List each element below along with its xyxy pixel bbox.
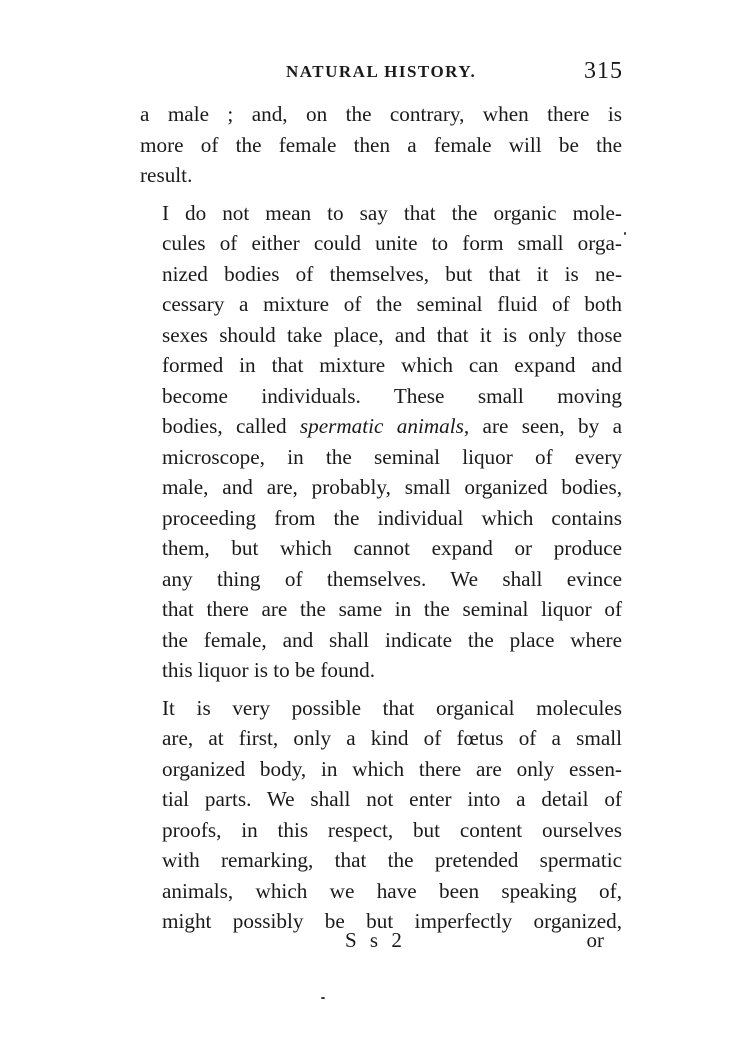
text-line: with remarking, that the pretended spermatic	[162, 848, 622, 872]
paragraph-1	[140, 99, 622, 191]
paragraph-2	[140, 198, 622, 686]
text-line: them, but which cannot expand or produce	[162, 536, 622, 560]
text-line-with-italic	[140, 411, 622, 442]
italic-term: spermatic animals	[299, 414, 464, 438]
page-number: 315	[584, 58, 623, 84]
text-segment: bodies, called	[162, 414, 300, 438]
signature-mark: S s 2	[345, 928, 406, 952]
text-line: microscope, in the seminal liquor of every	[162, 444, 622, 469]
text-line: might possibly be but imperfectly organized,	[162, 909, 622, 933]
paragraph-3	[140, 693, 622, 937]
text-line: It is very possible that organical molecules	[162, 695, 622, 720]
text-line: proofs, in this respect, but content ourselves	[162, 817, 622, 842]
text-line: I do not mean to say that the organic mole-	[162, 200, 622, 225]
print-speck	[321, 997, 325, 999]
running-title: NATURAL HISTORY.	[286, 62, 477, 81]
text-line: that there are the same in the seminal liquor of	[162, 597, 622, 621]
text-line: the female, and shall indicate the place where	[162, 627, 622, 652]
text-line: a male ; and, on the contrary, when there is	[140, 102, 622, 126]
running-head	[138, 58, 623, 88]
text-line: become individuals. These small moving	[162, 383, 622, 408]
text-line: cessary a mixture of the seminal fluid of both	[162, 292, 622, 316]
text-line: cules of either could unite to form small orga-	[162, 231, 622, 255]
text-line: sexes should take place, and that it is only those	[162, 322, 622, 347]
text-line: result.	[140, 163, 193, 187]
text-line: any thing of themselves. We shall evince	[162, 566, 622, 591]
text-line: proceeding from the individual which contains	[162, 505, 622, 530]
catchword: or	[586, 928, 604, 952]
text-line: formed in that mixture which can expand and	[162, 353, 622, 377]
text-line: nized bodies of themselves, but that it is ne-	[162, 261, 622, 286]
text-line: animals, which we have been speaking of,	[162, 878, 622, 903]
text-line: more of the female then a female will be the	[140, 132, 622, 157]
text-line: organized body, in which there are only essen-	[162, 756, 622, 781]
text-line: are, at first, only a kind of fœtus of a small	[162, 726, 622, 750]
print-speck	[624, 232, 626, 235]
page-footer	[140, 928, 622, 958]
text-line: this liquor is to be found.	[162, 658, 376, 682]
text-segment: , are seen, by a	[463, 414, 622, 438]
text-line: tial parts. We shall not enter into a detail of	[162, 787, 622, 811]
text-line: male, and are, probably, small organized bodies,	[162, 475, 622, 499]
body-text	[140, 99, 622, 937]
